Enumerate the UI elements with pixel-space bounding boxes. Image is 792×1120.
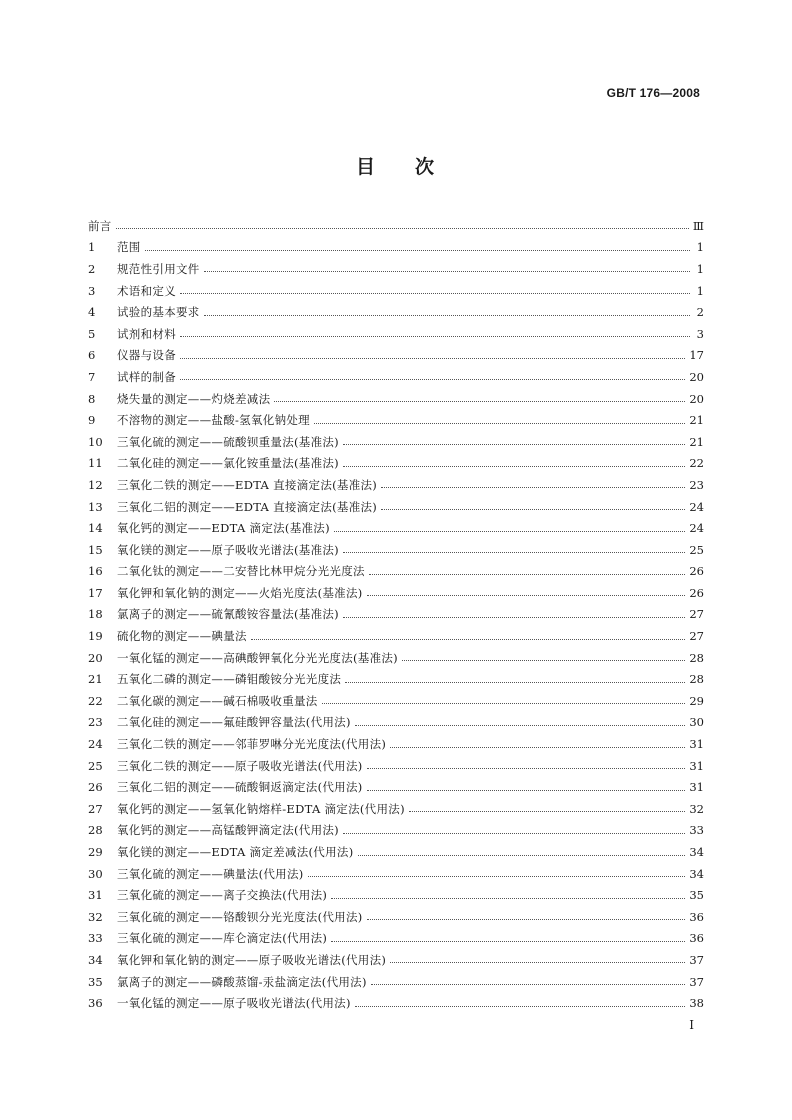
toc-entry-title: 氯离子的测定——磷酸蒸馏-汞盐滴定法(代用法) <box>117 974 367 989</box>
toc-entry-page: 32 <box>689 801 704 816</box>
toc-entry-number: 35 <box>88 974 103 989</box>
toc-entry[interactable] <box>88 258 704 280</box>
toc-entry-number: 14 <box>88 521 103 536</box>
toc-entry-title: 氧化钙的测定——高锰酸钾滴定法(代用法) <box>117 823 339 838</box>
toc-leader-dots <box>331 898 685 899</box>
toc-entry-page: 25 <box>689 542 704 557</box>
toc-leader-dots <box>343 552 685 553</box>
toc-entry-page: 35 <box>689 888 704 903</box>
toc-entry[interactable] <box>88 690 704 712</box>
toc-leader-dots <box>355 725 686 726</box>
toc-entry[interactable] <box>88 820 704 842</box>
toc-entry-title: 三氧化硫的测定——库仑滴定法(代用法) <box>117 931 328 946</box>
toc-leader-dots <box>343 833 685 834</box>
toc-entry-number: 22 <box>88 693 103 708</box>
toc-entry[interactable] <box>88 776 704 798</box>
toc-entry-number: 7 <box>88 369 96 384</box>
toc-leader-dots <box>409 811 685 812</box>
table-of-contents <box>88 215 704 1014</box>
toc-entry-number: 10 <box>88 434 103 449</box>
toc-entry-page: 27 <box>689 629 704 644</box>
toc-leader-dots <box>145 250 690 251</box>
toc-entry-number: 34 <box>88 952 103 967</box>
toc-leader-dots <box>355 1006 686 1007</box>
toc-entry-number: 33 <box>88 931 103 946</box>
toc-entry-title: 氧化钾和氧化钠的测定——火焰光度法(基准法) <box>117 585 363 600</box>
toc-entry-number: 29 <box>88 845 103 860</box>
toc-entry[interactable] <box>88 798 704 820</box>
toc-entry-number: 17 <box>88 585 103 600</box>
toc-entry-number: 2 <box>88 261 96 276</box>
toc-entry[interactable] <box>88 992 704 1014</box>
toc-entry-title: 一氧化锰的测定——高碘酸钾氧化分光光度法(基准法) <box>117 650 398 665</box>
toc-entry-page: 27 <box>689 607 704 622</box>
toc-entry-number: 21 <box>88 672 103 687</box>
toc-entry-number: 3 <box>88 283 96 298</box>
toc-entry[interactable] <box>88 668 704 690</box>
toc-leader-dots <box>322 703 686 704</box>
toc-entry[interactable] <box>88 301 704 323</box>
toc-entry-title: 前言 <box>88 218 112 233</box>
toc-entry-page: 38 <box>689 996 704 1011</box>
toc-entry-page: 24 <box>689 521 704 536</box>
toc-entry-page: 34 <box>689 845 704 860</box>
toc-leader-dots <box>308 876 686 877</box>
toc-leader-dots <box>251 639 686 640</box>
toc-leader-dots <box>331 941 685 942</box>
toc-entry[interactable] <box>88 884 704 906</box>
toc-entry[interactable] <box>88 409 704 431</box>
toc-leader-dots <box>180 379 685 380</box>
toc-entry-number: 32 <box>88 909 103 924</box>
toc-entry-title: 术语和定义 <box>117 283 176 298</box>
toc-entry-page: 20 <box>689 369 704 384</box>
toc-entry-title: 试样的制备 <box>117 369 176 384</box>
toc-entry-title: 规范性引用文件 <box>117 261 200 276</box>
toc-entry-title: 三氧化硫的测定——碘量法(代用法) <box>117 866 304 881</box>
toc-entry-page: 24 <box>689 499 704 514</box>
page-title <box>0 152 792 179</box>
toc-leader-dots <box>204 271 690 272</box>
toc-leader-dots <box>381 487 685 488</box>
toc-leader-dots <box>343 617 685 618</box>
toc-entry-page: 28 <box>689 650 704 665</box>
toc-entry-number: 24 <box>88 737 103 752</box>
toc-entry-title: 二氧化硅的测定——氟硅酸钾容量法(代用法) <box>117 715 351 730</box>
toc-entry-page: 21 <box>689 413 704 428</box>
toc-entry-title: 氧化钾和氧化钠的测定——原子吸收光谱法(代用法) <box>117 952 387 967</box>
toc-entry-title: 二氧化硅的测定——氯化铵重量法(基准法) <box>117 456 339 471</box>
toc-entry[interactable] <box>88 453 704 475</box>
toc-entry-title: 氧化镁的测定——EDTA 滴定差减法(代用法) <box>117 845 354 860</box>
toc-entry[interactable] <box>88 323 704 345</box>
toc-entry-page: 31 <box>689 737 704 752</box>
toc-entry-number: 13 <box>88 499 103 514</box>
toc-entry-title: 三氧化二铝的测定——EDTA 直接滴定法(基准法) <box>117 499 378 514</box>
toc-entry-page: 26 <box>689 564 704 579</box>
toc-leader-dots <box>204 315 690 316</box>
toc-entry-number: 9 <box>88 413 96 428</box>
toc-entry-page: 29 <box>689 693 704 708</box>
toc-leader-dots <box>180 293 690 294</box>
toc-entry[interactable] <box>88 906 704 928</box>
toc-leader-dots <box>390 962 685 963</box>
toc-entry-number: 20 <box>88 650 103 665</box>
toc-entry[interactable] <box>88 647 704 669</box>
toc-entry[interactable] <box>88 625 704 647</box>
toc-leader-dots <box>334 531 685 532</box>
toc-entry[interactable] <box>88 604 704 626</box>
toc-leader-dots <box>402 660 685 661</box>
toc-entry-number: 27 <box>88 801 103 816</box>
toc-entry-number: 31 <box>88 888 103 903</box>
toc-entry-page: 23 <box>689 477 704 492</box>
toc-entry-title: 硫化物的测定——碘量法 <box>117 629 247 644</box>
toc-entry[interactable] <box>88 431 704 453</box>
toc-leader-dots <box>371 984 686 985</box>
toc-entry-page: 26 <box>689 585 704 600</box>
toc-entry-number: 4 <box>88 305 96 320</box>
toc-entry-page: 31 <box>689 780 704 795</box>
toc-entry-title: 试验的基本要求 <box>117 305 200 320</box>
toc-entry-title: 三氧化二铁的测定——EDTA 直接滴定法(基准法) <box>117 477 378 492</box>
toc-entry[interactable] <box>88 345 704 367</box>
toc-leader-dots <box>343 444 685 445</box>
toc-entry[interactable] <box>88 215 704 237</box>
toc-leader-dots <box>367 790 686 791</box>
toc-entry-number: 16 <box>88 564 103 579</box>
toc-leader-dots <box>390 747 685 748</box>
toc-entry-title: 烧失量的测定——灼烧差减法 <box>117 391 271 406</box>
toc-entry-number: 15 <box>88 542 103 557</box>
toc-leader-dots <box>274 401 685 402</box>
toc-leader-dots <box>358 855 686 856</box>
toc-entry-number: 18 <box>88 607 103 622</box>
toc-entry[interactable] <box>88 561 704 583</box>
toc-entry[interactable] <box>88 971 704 993</box>
toc-entry-title: 三氧化硫的测定——离子交换法(代用法) <box>117 888 328 903</box>
toc-entry[interactable] <box>88 539 704 561</box>
toc-entry-page: 33 <box>689 823 704 838</box>
toc-entry[interactable] <box>88 388 704 410</box>
toc-entry-page: 1 <box>696 261 704 276</box>
toc-entry-title: 范围 <box>117 240 141 255</box>
toc-entry-page: 2 <box>696 305 704 320</box>
toc-entry-title: 三氧化二铝的测定——硫酸铜返滴定法(代用法) <box>117 780 363 795</box>
page-title-char-2: 次 <box>415 156 437 178</box>
page-title-char-1: 目 <box>355 156 377 178</box>
toc-entry-number: 23 <box>88 715 103 730</box>
toc-entry-title: 不溶物的测定——盐酸-氢氧化钠处理 <box>117 413 310 428</box>
toc-entry-page: 30 <box>689 715 704 730</box>
toc-entry-number: 28 <box>88 823 103 838</box>
toc-entry-title: 氧化钙的测定——氢氧化钠熔样-EDTA 滴定法(代用法) <box>117 801 405 816</box>
page-number: I <box>689 1018 694 1032</box>
standard-code: GB/T 176—2008 <box>606 86 700 100</box>
toc-leader-dots <box>180 336 690 337</box>
toc-entry-page: 37 <box>689 952 704 967</box>
toc-entry-title: 氧化镁的测定——原子吸收光谱法(基准法) <box>117 542 339 557</box>
toc-entry-title: 三氧化二铁的测定——原子吸收光谱法(代用法) <box>117 758 363 773</box>
toc-entry-title: 二氧化钛的测定——二安替比林甲烷分光光度法 <box>117 564 365 579</box>
toc-entry-page: 36 <box>689 909 704 924</box>
toc-entry-title: 二氧化碳的测定——碱石棉吸收重量法 <box>117 693 318 708</box>
toc-entry-number: 8 <box>88 391 96 406</box>
toc-entry-page: 22 <box>689 456 704 471</box>
toc-entry-number: 25 <box>88 758 103 773</box>
toc-leader-dots <box>180 358 685 359</box>
toc-entry[interactable] <box>88 928 704 950</box>
toc-entry[interactable] <box>88 863 704 885</box>
toc-entry-page: Ⅲ <box>692 218 704 233</box>
toc-entry-page: 36 <box>689 931 704 946</box>
toc-entry-number: 1 <box>88 240 96 255</box>
toc-entry[interactable] <box>88 237 704 259</box>
toc-entry-number: 26 <box>88 780 103 795</box>
toc-leader-dots <box>367 768 686 769</box>
toc-entry-page: 34 <box>689 866 704 881</box>
toc-entry-number: 6 <box>88 348 96 363</box>
toc-entry[interactable] <box>88 949 704 971</box>
toc-entry[interactable] <box>88 280 704 302</box>
toc-entry-page: 21 <box>689 434 704 449</box>
toc-entry[interactable] <box>88 841 704 863</box>
toc-entry-page: 20 <box>689 391 704 406</box>
toc-entry-page: 31 <box>689 758 704 773</box>
toc-leader-dots <box>343 466 685 467</box>
toc-entry-title: 氯离子的测定——硫氰酸铵容量法(基准法) <box>117 607 339 622</box>
toc-entry[interactable] <box>88 517 704 539</box>
toc-entry[interactable] <box>88 712 704 734</box>
toc-leader-dots <box>345 682 685 683</box>
toc-entry-title: 三氧化硫的测定——铬酸钡分光光度法(代用法) <box>117 909 363 924</box>
toc-leader-dots <box>116 228 689 229</box>
toc-entry-title: 一氧化锰的测定——原子吸收光谱法(代用法) <box>117 996 351 1011</box>
toc-entry-number: 30 <box>88 866 103 881</box>
toc-entry-number: 5 <box>88 326 96 341</box>
toc-leader-dots <box>367 595 686 596</box>
toc-entry-title: 氧化钙的测定——EDTA 滴定法(基准法) <box>117 521 330 536</box>
toc-entry-page: 1 <box>696 240 704 255</box>
toc-entry[interactable] <box>88 582 704 604</box>
toc-entry-page: 3 <box>696 326 704 341</box>
toc-entry-number: 36 <box>88 996 103 1011</box>
toc-leader-dots <box>381 509 685 510</box>
toc-entry-title: 五氧化二磷的测定——磷钼酸铵分光光度法 <box>117 672 342 687</box>
toc-entry-number: 11 <box>88 456 103 471</box>
toc-entry-title: 试剂和材料 <box>117 326 176 341</box>
toc-entry-title: 仪器与设备 <box>117 348 176 363</box>
toc-entry[interactable] <box>88 733 704 755</box>
toc-entry[interactable] <box>88 496 704 518</box>
toc-entry-page: 1 <box>696 283 704 298</box>
toc-entry[interactable] <box>88 755 704 777</box>
toc-leader-dots <box>367 919 686 920</box>
toc-entry[interactable] <box>88 366 704 388</box>
toc-entry-number: 12 <box>88 477 103 492</box>
toc-entry-title: 三氧化硫的测定——硫酸钡重量法(基准法) <box>117 434 339 449</box>
toc-entry-title: 三氧化二铁的测定——邻菲罗啉分光光度法(代用法) <box>117 737 387 752</box>
toc-entry-page: 17 <box>689 348 704 363</box>
toc-entry-page: 37 <box>689 974 704 989</box>
toc-leader-dots <box>314 423 685 424</box>
toc-entry[interactable] <box>88 474 704 496</box>
toc-leader-dots <box>369 574 686 575</box>
toc-entry-page: 28 <box>689 672 704 687</box>
toc-entry-number: 19 <box>88 629 103 644</box>
